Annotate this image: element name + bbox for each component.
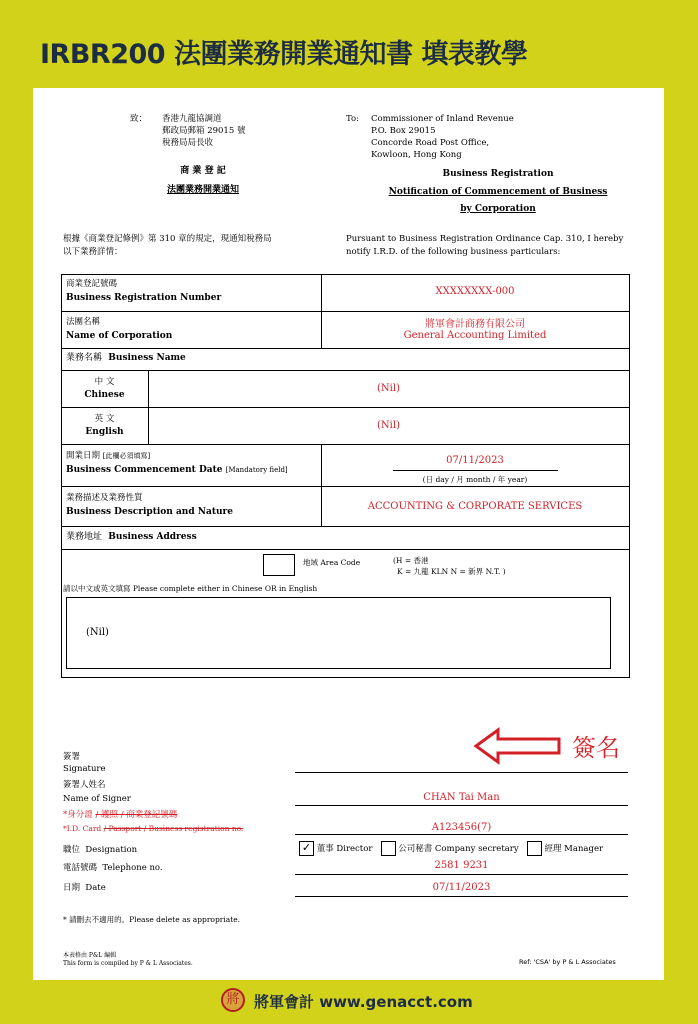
- corp-value-zh: 將軍會計商務有限公司: [425, 319, 525, 330]
- brn-label-en: Business Registration Number: [66, 293, 222, 303]
- row-divider: [61, 526, 629, 527]
- signer-line: [295, 805, 628, 806]
- business-address-heading: [66, 532, 197, 543]
- description-label-zh: 業務描述及業務性質: [66, 493, 143, 503]
- english-name-value: (Nil): [377, 420, 400, 431]
- compiled-by-zh: 本表格由 P&L 編輯: [63, 952, 117, 959]
- corp-value-en: General Accounting Limited: [403, 330, 547, 341]
- address-instruction: 請以中文或英文填寫 Please complete either in Chinese OR in English: [63, 584, 318, 593]
- address-field[interactable]: [66, 597, 611, 669]
- delete-note: * 請刪去不適用的。Please delete as appropriate.: [63, 915, 241, 924]
- manager-checkbox[interactable]: [527, 841, 542, 856]
- signature-label-en: Signature: [63, 764, 106, 774]
- en-to-label: To:: [346, 114, 359, 124]
- form-reference: Ref: 'CSA' by P & L Associates: [519, 958, 616, 966]
- telephone-line: [295, 874, 628, 875]
- director-checkbox[interactable]: ✓: [299, 841, 314, 856]
- row-divider: [61, 549, 629, 550]
- chinese-label-en: Chinese: [84, 390, 125, 400]
- en-title-by-corporation: by Corporation: [460, 204, 536, 214]
- area-code-k-n: K = 九龍 KLN N = 新界 N.T. ): [397, 567, 506, 576]
- business-name-label-zh: 業務名稱: [66, 353, 103, 363]
- id-line: [295, 834, 628, 835]
- signer-label-en: Name of Signer: [63, 794, 131, 804]
- row-divider: [61, 486, 629, 487]
- secretary-option-label: 公司秘書 Company secretary: [398, 844, 519, 854]
- date-line: [295, 896, 628, 897]
- en-address-line-2: P.O. Box 29015: [371, 126, 436, 136]
- commencement-label-zh: [66, 451, 150, 462]
- signer-name-value: CHAN Tai Man: [423, 792, 500, 803]
- description-label-en: Business Description and Nature: [66, 507, 233, 517]
- commencement-date-value: 07/11/2023: [446, 455, 504, 466]
- intro-zh-line-1: 根據《商業登記條例》第 310 章的規定，現通知稅務局: [63, 234, 272, 244]
- en-address-line-4: Kowloon, Hong Kong: [371, 150, 462, 160]
- page-banner-title: IRBR200 法團業務開業通知書 填表教學: [40, 39, 528, 70]
- designation-options: [299, 841, 603, 856]
- address-value: (Nil): [86, 627, 109, 638]
- corp-label-zh: 法團名稱: [66, 317, 101, 327]
- id-label-zh: [63, 810, 177, 821]
- description-value: ACCOUNTING & CORPORATE SERVICES: [367, 501, 583, 512]
- chinese-label-zh: 中 文: [94, 377, 115, 387]
- area-code-label: 地域 Area Code: [303, 558, 361, 567]
- intro-zh-line-2: 以下業務詳情：: [63, 247, 123, 257]
- signature-date-value: 07/11/2023: [432, 882, 491, 893]
- telephone-value: 2581 9231: [434, 860, 489, 871]
- brn-value: XXXXXXXX-000: [435, 286, 515, 297]
- designation-label: [63, 845, 137, 856]
- en-title-notification: Notification of Commencement of Business: [388, 187, 608, 197]
- compiled-by-en: This form is compiled by P & L Associates.: [63, 960, 193, 967]
- intro-en-line-1: Pursuant to Business Registration Ordinance Cap. 310, I hereby: [346, 234, 624, 244]
- row-divider: [61, 407, 629, 408]
- date-label-zh: 日期: [63, 883, 81, 893]
- english-label-en: English: [85, 427, 124, 437]
- commencement-label-zh-text: 開業日期: [66, 451, 101, 461]
- arrow-left-icon: [473, 726, 563, 766]
- signature-label-zh: 簽署: [63, 752, 81, 762]
- sign-annotation-label: 簽名: [572, 734, 620, 762]
- date-format-hint: (日 day / 月 month / 年 year): [422, 475, 528, 484]
- brn-label-zh: 商業登記號碼: [66, 279, 118, 289]
- zh-title-notification: 法團業務開業通知: [166, 185, 239, 195]
- corp-label-en: Name of Corporation: [66, 331, 173, 341]
- zh-address-line-1: 香港九龍協調道: [162, 114, 222, 124]
- commencement-label-en-note: [Mandatory field]: [225, 466, 288, 474]
- zh-title-business-registration: 商 業 登 記: [180, 166, 226, 176]
- id-label-zh-a: *身分證: [63, 810, 93, 820]
- telephone-label: [63, 863, 163, 874]
- column-divider: [148, 370, 149, 445]
- designation-label-en: Designation: [85, 845, 138, 855]
- signer-label-zh: 簽署人姓名: [63, 780, 106, 790]
- row-divider: [61, 370, 629, 371]
- footer-website[interactable]: 將軍會計 www.genacct.com: [254, 993, 473, 1011]
- row-divider: [61, 311, 629, 312]
- id-label-zh-b: / 護照 / 商業登記號碼: [95, 810, 178, 820]
- row-divider: [61, 444, 629, 445]
- signature-line[interactable]: [295, 772, 628, 773]
- chinese-name-value: (Nil): [377, 383, 400, 394]
- address-label-en: Business Address: [108, 532, 197, 542]
- zh-address-line-2: 郵政局郵箱 29015 號: [162, 126, 246, 136]
- telephone-label-en: Telephone no.: [102, 863, 163, 873]
- en-address-line-3: Concorde Road Post Office,: [371, 138, 490, 148]
- en-title-business-registration: Business Registration: [442, 169, 554, 179]
- zh-address-line-3: 稅務局局長收: [162, 138, 214, 148]
- page-footer: [0, 988, 698, 1016]
- zh-to-label: 致：: [130, 114, 148, 124]
- area-code-box[interactable]: [263, 554, 295, 576]
- id-label-en-a: *I.D. Card: [63, 824, 102, 833]
- manager-option-label: 經理 Manager: [544, 844, 604, 854]
- en-address-line-1: Commissioner of Inland Revenue: [371, 114, 514, 124]
- id-label-en-b: / Passport / Business registration no.: [103, 824, 244, 833]
- commencement-label-en-text: Business Commencement Date: [66, 465, 223, 475]
- area-code-h: (H = 香港: [393, 556, 429, 565]
- intro-en-line-2: notify I.R.D. of the following business particulars:: [346, 247, 561, 257]
- commencement-label-zh-note: [此欄必須填寫]: [102, 452, 151, 460]
- date-label-en: Date: [85, 883, 106, 893]
- director-option-label: 董事 Director: [316, 844, 373, 854]
- id-value: A123456(7): [431, 822, 492, 833]
- date-underline: [393, 470, 558, 471]
- commencement-label-en: [66, 465, 288, 476]
- irbr200-form: [33, 88, 664, 980]
- business-name-label-en: Business Name: [108, 353, 186, 363]
- row-divider: [61, 348, 629, 349]
- business-name-heading: [66, 353, 186, 364]
- telephone-label-zh: 電話號碼: [63, 863, 98, 873]
- genacct-logo: 將: [221, 988, 245, 1012]
- address-label-zh: 業務地址: [66, 532, 103, 542]
- id-label-en: [63, 824, 243, 833]
- designation-label-zh: 職位: [63, 845, 81, 855]
- date-label: [63, 883, 106, 894]
- secretary-checkbox[interactable]: [381, 841, 396, 856]
- english-label-zh: 英 文: [94, 414, 115, 424]
